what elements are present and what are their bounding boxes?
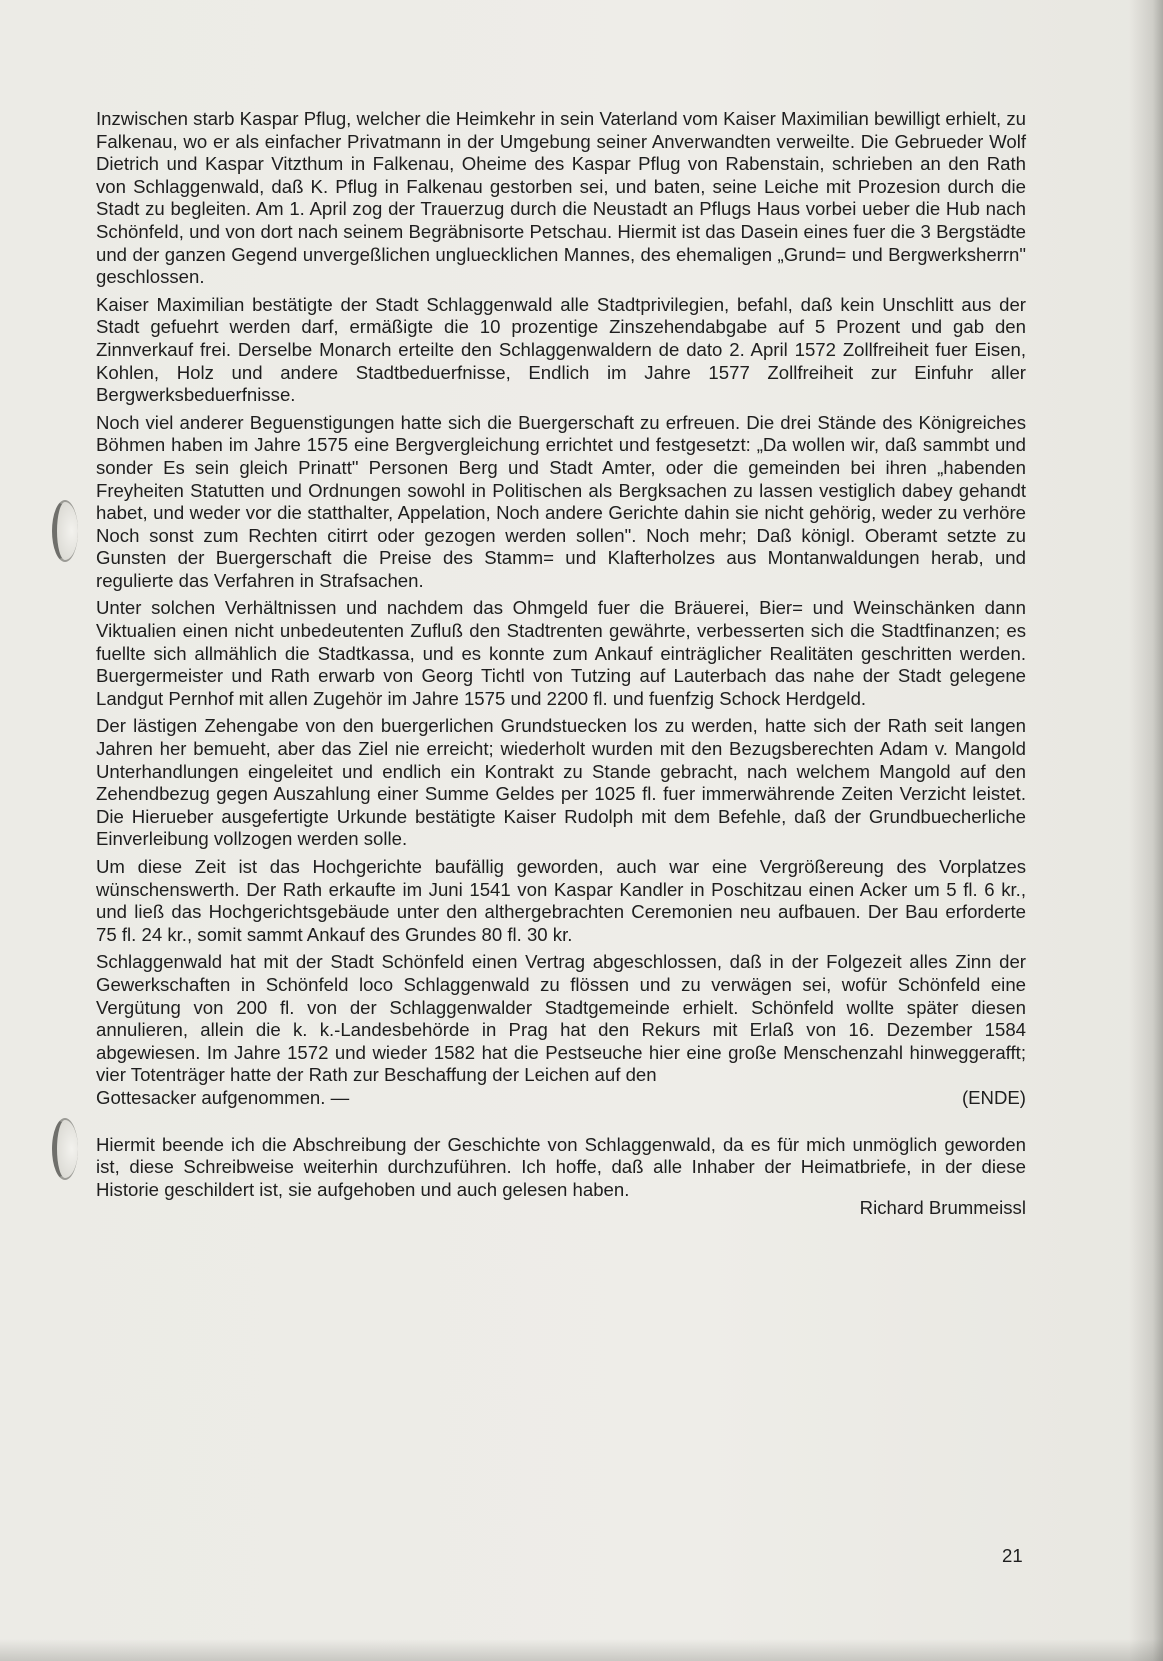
paragraph-pflug-death: Inzwischen starb Kaspar Pflug, welcher die Heimkehr in sein Vaterland vom Kaiser Maximilian bewilligt erhielt, zu Falkenau, wo er als einfacher Privatmann in der Umgebung seiner Anverwandten verweilte. Die Gebrueder Wolf Dietrich und Kaspar Vitzthum in Falkenau, Oheime des Kaspar Pflug von Rabenstain, schrieben an den Rath von Schlaggenwald, daß K. Pflug in Falkenau gestorben sei, und baten, seine Leiche mit Prozesion durch die Stadt zu begleiten. Am 1. April zog der Trauerzug durch die Neustadt an Pflugs Haus vorbei ueber die Hub nach Schönfeld, und von dort nach seinem Begräbnisorte Petschau. Hiermit ist das Dasein eines fuer die 3 Bergstädte und der ganzen Gegend unvergeßlichen ungluecklichen Mannes, des ehemaligen „Grund= und Bergwerksherrn" geschlossen. (96, 108, 1026, 288)
paragraph-buergerschaft: Noch viel anderer Beguenstigungen hatte sich die Buergerschaft zu erfreuen. Die drei Stände des Königreiches Böhmen haben im Jahre 1575 eine Bergvergleichung errichtet und festgesetzt: „Da wollen wir, daß sammbt und sonder Es sein gleich Prinatt" Personen Berg und Stadt Amter, oder die gemeinden bei ihren „habenden Freyheiten Statutten und Ordnungen sowohl in Politischen als Bergksachen zu lassen vestiglich dabey gehandt habet, und weder vor die statthalter, Appelation, Noch andere Gerichte dahin sie nicht gehörig, weder zu verhöre Noch sonst zum Rechten citirrt oder gezogen werden sollen". Noch mehr; Daß königl. Oberamt setzte zu Gunsten der Buergerschaft die Preise des Stamm= und Klafterholzes aus Montanwaldungen herab, und regulierte das Verfahren in Strafsachen. (96, 411, 1026, 591)
page-bottom-shadow (0, 1639, 1163, 1661)
page-number: 21 (1002, 1545, 1023, 1566)
paragraph-maximilian-privileges: Kaiser Maximilian bestätigte der Stadt Schlaggenwald alle Stadtprivilegien, befahl, daß kein Unschlitt aus der Stadt gefuehrt werden darf, ermäßigte die 10 prozentige Zinszehendabgabe auf 5 Prozent und gab den Zinnverkauf frei. Derselbe Monarch erteilte den Schlaggenwaldern de dato 2. April 1572 Zollfreiheit fuer Eisen, Kohlen, Holz und andere Stadtbeduerfnisse, Endlich im Jahre 1577 Zollfreiheit zur Einfuhr aller Bergwerksbeduerfnisse. (96, 293, 1026, 406)
ende-line (96, 1087, 1026, 1110)
binder-hole-top (52, 500, 78, 562)
article-body (96, 108, 1026, 1220)
binder-hole-bottom (52, 1118, 78, 1180)
paragraph-hochgericht: Um diese Zeit ist das Hochgerichte baufällig geworden, auch war eine Vergrößereung des Vorplatzes wünschenswerth. Der Rath erkaufte im Juni 1541 von Kaspar Kandler in Poschitzau einen Acker um 5 fl. 6 kr., und ließ das Hochgerichtsgebäude unter den althergebrachten Ceremonien neu aufbauen. Der Bau erforderte 75 fl. 24 kr., somit sammt Ankauf des Grundes 80 fl. 30 kr. (96, 856, 1026, 945)
final-line-text: Gottesacker aufgenommen. — (96, 1086, 350, 1108)
paragraph-zehengabe: Der lästigen Zehengabe von den buergerlichen Grundstuecken los zu werden, hatte sich der Rath seit langen Jahren her bemueht, aber das Ziel nie erreicht; wiederholt wurden mit den Bezugsberechten Adam v. Mangold Unterhandlungen eingeleitet und endlich ein Kontrakt zu Stande gebracht, nach welchem Mangold auf den Zehendbezug gegen Auszahlung einer Summe Geldes per 1025 fl. fuer immerwährende Zeiten Verzicht leistet. Die Hierueber ausgefertigte Urkunde bestätigte Kaiser Rudolph mit dem Befehle, daß der Grundbuecherliche Einverleibung vollzogen werden solle. (96, 715, 1026, 850)
page-edge-shadow (1129, 0, 1163, 1661)
ende-marker: (ENDE) (961, 1086, 1026, 1108)
closing-note: Hiermit beende ich die Abschreibung der Geschichte von Schlaggenwald, da es für mich unmöglich geworden ist, diese Schreibweise weiterhin durchzuführen. Ich hoffe, daß alle Inhaber der Heimatbriefe, in der diese Historie geschildert ist, sie aufgehoben und auch gelesen haben. (96, 1133, 1026, 1200)
paragraph-schoenfeld-vertrag: Schlaggenwald hat mit der Stadt Schönfeld einen Vertrag abgeschlossen, daß in der Folgezeit alles Zinn der Gewerkschaften in Schönfeld loco Schlaggenwald zu flössen und zu verwägen sei, wofür Schönfeld eine Vergütung von 200 fl. von der Schlaggenwalder Stadtgemeinde erhielt. Schönfeld wollte später diesen annulieren, allein die k. k.-Landesbehörde in Prag hat den Rekurs mit Erlaß von 16. Dezember 1584 abgewiesen. Im Jahre 1572 und wieder 1582 hat die Pestseuche hier eine große Menschenzahl hinweggerafft; vier Totenträger hatte der Rath zur Beschaffung der Leichen auf den (96, 951, 1026, 1086)
paragraph-stadtfinanzen: Unter solchen Verhältnissen und nachdem das Ohmgeld fuer die Bräuerei, Bier= und Weinschänken dann Viktualien einen nicht unbedeutenten Zufluß den Stadtrenten gewährte, verbesserten sich die Stadtfinanzen; es fuellte sich allmählich die Stadtkassa, und es konnte zum Ankauf einträglicher Realitäten geschritten werden. Buergermeister und Rath erwarb von Georg Tichtl von Tutzing auf Lauterbach das nahe der Stadt gelegene Landgut Pernhof mit allen Zugehör im Jahre 1575 und 2200 fl. und fuenfzig Schock Herdgeld. (96, 597, 1026, 709)
author-signature: Richard Brummeissl (859, 1197, 1026, 1219)
